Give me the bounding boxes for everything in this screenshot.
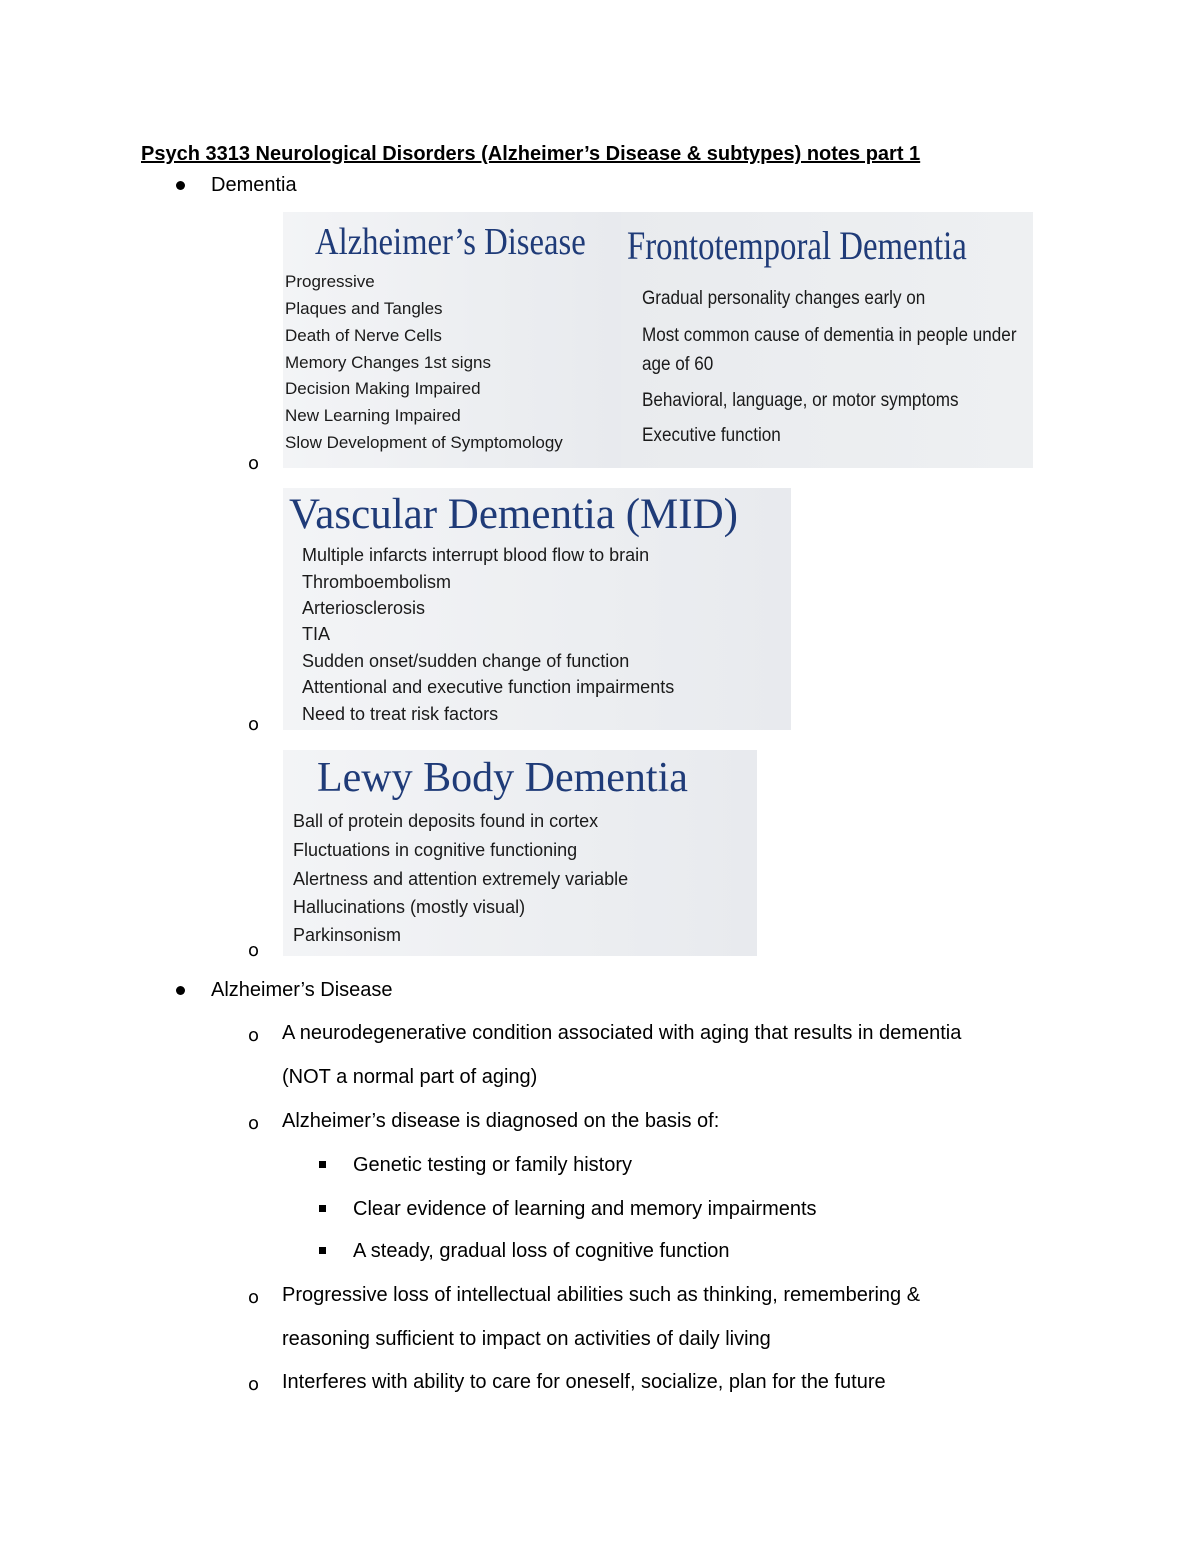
slide-line: Ball of protein deposits found in cortex (293, 811, 599, 831)
slide-lewy-body (283, 750, 757, 956)
square-bullet (319, 1247, 326, 1254)
circle-bullet: o (248, 1374, 260, 1395)
circle-bullet: o (248, 940, 260, 961)
note-subitem: Clear evidence of learning and memory impairments (353, 1198, 817, 1220)
circle-bullet: o (248, 1287, 260, 1308)
bullet-dementia: Dementia (211, 174, 297, 196)
slide-line: Arteriosclerosis (302, 598, 426, 618)
note-subitem: A steady, gradual loss of cognitive function (353, 1240, 730, 1262)
slide-line: Sudden onset/sudden change of function (302, 651, 630, 671)
slide-line: Thromboembolism (302, 572, 452, 592)
slide-line: Need to treat risk factors (302, 704, 499, 724)
slide-frontotemporal (621, 212, 1033, 468)
note-text: Alzheimer’s disease is diagnosed on the basis of: (282, 1110, 720, 1132)
slide-line: Most common cause of dementia in people under (642, 325, 1017, 346)
note-subitem: Genetic testing or family history (353, 1154, 632, 1176)
slide-title: Alzheimer’s Disease (315, 221, 586, 263)
note-text: (NOT a normal part of aging) (282, 1066, 538, 1088)
slide-line: New Learning Impaired (285, 406, 461, 425)
slide-line: Attentional and executive function impairments (302, 677, 675, 697)
note-text: Interferes with ability to care for oneself, socialize, plan for the future (282, 1371, 886, 1393)
bullet-dot (176, 986, 185, 995)
slide-line: Slow Development of Symptomology (285, 433, 563, 452)
slide-line: Progressive (285, 272, 375, 291)
document-title: Psych 3313 Neurological Disorders (Alzheimer’s Disease & subtypes) notes part 1 (141, 143, 921, 165)
slide-line: Hallucinations (mostly visual) (293, 897, 526, 917)
circle-bullet: o (248, 1113, 260, 1134)
circle-bullet: o (248, 1025, 260, 1046)
slide-line: Parkinsonism (293, 925, 402, 945)
slide-line: Memory Changes 1st signs (285, 353, 491, 372)
slide-line: Executive function (642, 425, 781, 446)
circle-bullet: o (248, 453, 260, 474)
slide-line: age of 60 (642, 354, 714, 375)
bullet-alzheimers: Alzheimer’s Disease (211, 979, 393, 1001)
slide-title: Frontotemporal Dementia (627, 223, 967, 268)
slide-line: Decision Making Impaired (285, 379, 481, 398)
note-text: reasoning sufficient to impact on activities of daily living (282, 1328, 771, 1350)
slide-line: TIA (302, 624, 331, 644)
slide-vascular (283, 488, 791, 730)
slide-title: Lewy Body Dementia (317, 755, 688, 801)
slide-line: Behavioral, language, or motor symptoms (642, 390, 959, 411)
square-bullet (319, 1205, 326, 1212)
slide-line: Gradual personality changes early on (642, 288, 926, 309)
slide-line: Fluctuations in cognitive functioning (293, 840, 578, 860)
square-bullet (319, 1161, 326, 1168)
note-text: A neurodegenerative condition associated with aging that results in dementia (282, 1022, 962, 1044)
circle-bullet: o (248, 714, 260, 735)
slide-line: Multiple infarcts interrupt blood flow to brain (302, 545, 650, 565)
note-text: Progressive loss of intellectual abilities such as thinking, remembering & (282, 1284, 921, 1306)
slide-title: Vascular Dementia (MID) (289, 491, 738, 538)
slide-line: Alertness and attention extremely variable (293, 869, 629, 889)
slide-alzheimers (283, 212, 621, 468)
slide-line: Death of Nerve Cells (285, 326, 442, 345)
slide-line: Plaques and Tangles (285, 299, 443, 318)
bullet-dot (176, 181, 185, 190)
